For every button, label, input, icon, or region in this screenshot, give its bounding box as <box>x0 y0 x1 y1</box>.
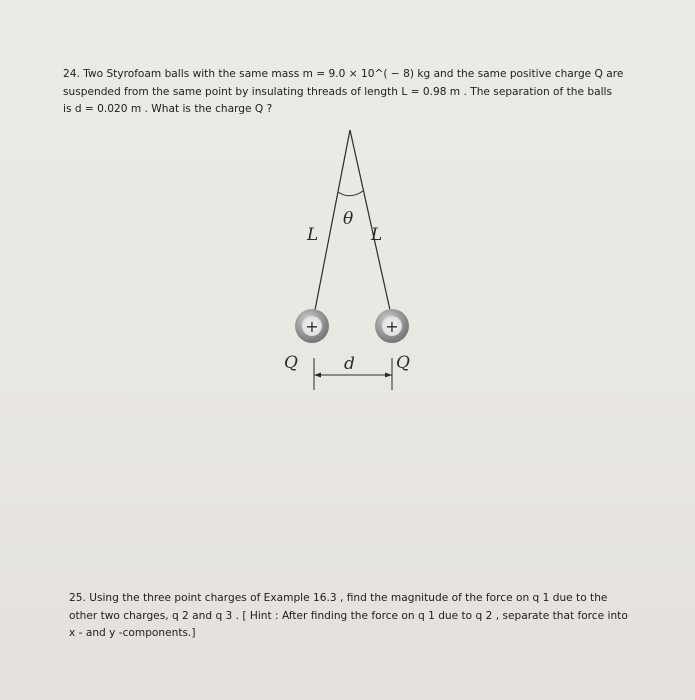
charged-ball-left <box>295 309 329 343</box>
charge-label-right: Q <box>396 353 410 373</box>
charge-label-left: Q <box>284 353 298 373</box>
angle-label: θ <box>343 209 354 229</box>
thread-label-right: L <box>371 225 383 245</box>
charge-sign-left: + <box>305 317 319 336</box>
problem-24-line-2: suspended from the same point by insulating threads of length L = 0.98 m . The separation of the balls <box>63 85 613 98</box>
problem-24-line-1: 24. Two Styrofoam balls with the same mass m = 9.0 × 10^( − 8) kg and the same positive charge Q are <box>63 68 624 80</box>
problem-25-line-1: 25. Using the three point charges of Example 16.3 , find the magnitude of the force on q 1 due to the <box>69 592 608 604</box>
charge-sign-right: + <box>385 317 399 336</box>
problem-25-line-2: other two charges, q 2 and q 3 . [ Hint : After finding the force on q 1 due to q 2 , separate that force into <box>69 609 628 622</box>
thread-label-left: L <box>307 225 319 245</box>
pendulum-diagram-svg <box>270 120 440 410</box>
separation-arrow-right <box>385 373 392 378</box>
separation-label: d <box>344 354 355 374</box>
thread-right <box>350 130 390 310</box>
problem-24 <box>63 66 648 119</box>
charged-ball-right <box>375 309 409 343</box>
problem-25-line-3: x - and y -components.] <box>69 627 196 639</box>
angle-arc <box>338 191 363 196</box>
pendulum-diagram <box>270 120 440 410</box>
separation-arrow-left <box>314 373 321 378</box>
problem-24-line-3: is d = 0.020 m . What is the charge Q ? <box>63 103 273 115</box>
problem-25 <box>69 590 654 643</box>
